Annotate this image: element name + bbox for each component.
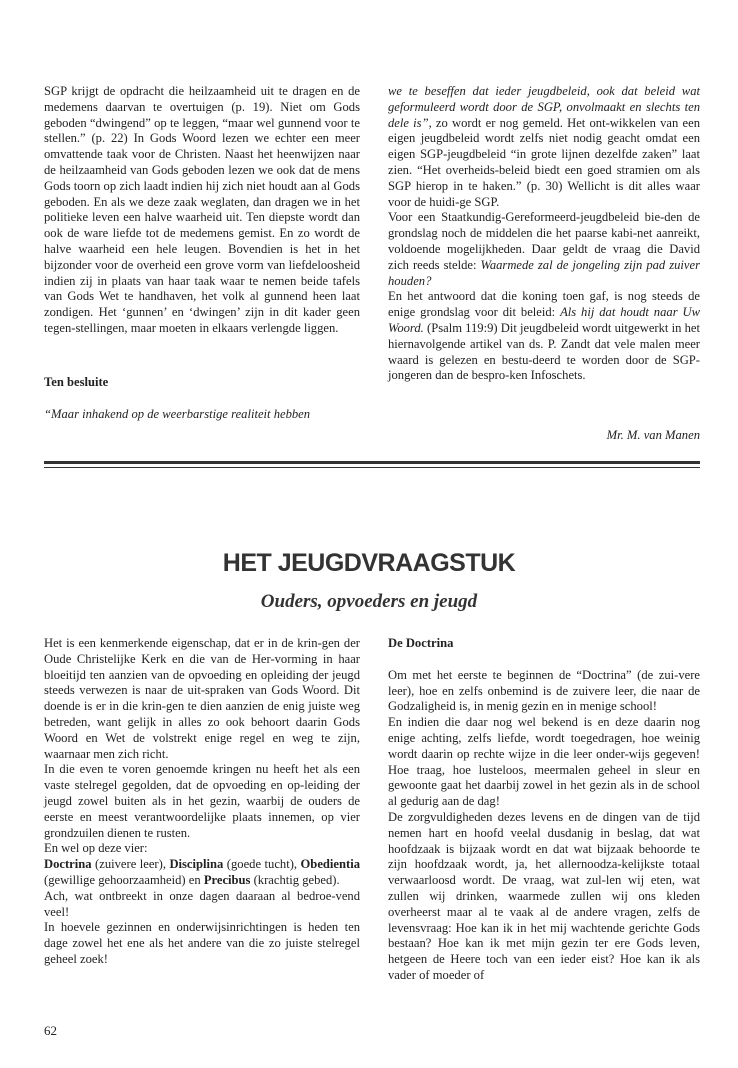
article-title: HET JEUGDVRAAGSTUK	[222, 549, 516, 577]
paragraph-text: En het antwoord dat die koning toen gaf, is nog steeds de enige grondslag voor dit beleid:	[388, 289, 700, 320]
pillar-term: Obedientia	[300, 857, 360, 872]
divider-rule	[44, 461, 700, 464]
paragraph-text: zo wordt er nog gemeld. Het ont-wikkelen van een eigen jeugdbeleid wordt zelfs niet nodig geacht omdat een eigen SGP-jeugdbeleid “in grote lijnen dezelfde zaken” laat zien. “Het overheids-beleid biedt een goed stramien om als SGP hierop in te haken.” (p. 30) Wellicht is dit alles waar voor de huidi-ge SGP.	[388, 115, 700, 209]
pillar-description: (krachtig gebed).	[250, 872, 340, 887]
article-right-column	[388, 636, 700, 984]
quote-continuation: we te beseffen dat ieder jeugdbeleid, ook dat beleid wat geformuleerd wordt door de SGP, onvolmaakt en slechts ten dele is”,	[388, 84, 700, 130]
body-paragraph: SGP krijgt de opdracht die heilzaamheid uit te dragen en de medemens daarvan te overtuigen (p. 19). Niet om Gods geboden “dwingend” op te leggen, “maar wel gunnend voor te stellen.” (p. 22) In Gods Woord lezen we echter een meer omvattende taak voor de Christen. Naast het heenwijzen naar de heilzaamheid van Gods geboden lezen we ook dat de mens Gods toorn op zich laadt indien hij zich niet houdt aan al Gods geboden. En als we deze zaak weglaten, dan dragen we in het politieke leven een halve waarheid uit. Ten diepste wordt dan ook de ware liefde tot de medemens gemist. En zo wordt de halve waarheid een hele leugen. Bovendien is het in het bijzonder voor de overheid een grove vorm van liefdeloosheid indien zij in plaats van haar taak waar te nemen beide tafels van Gods Wet te handhaven, het volk al gunnend heen laat zondigen. Het ‘gunnen’ en ‘dwingen’ zijn in dit kader geen tegen-stellingen, maar moeten in elkaars verlengde liggen.	[44, 84, 360, 335]
pillar-description: (zuivere leer),	[91, 857, 170, 872]
pillars-paragraph	[44, 857, 360, 889]
pillar-term: Disciplina	[169, 857, 224, 872]
section-heading: De Doctrina	[388, 636, 454, 650]
section-heading: Ten besluite	[44, 374, 109, 389]
body-paragraph: De zorgvuldigheden dezes levens en de dingen van de tijd nemen hart en hoofd veelal dusdanig in beslag, dat wat hoofdzaak is bijzaak wordt en dat wat bijzaak behoorde te zijn hoofdzaak wordt, ja, het allernoodza-kelijkste totaal verwaarloosd wordt. De vraag, wat zul-len wij eten, wat zullen wij drinken, waarmede zullen wij ons kleden overheerst maar al te vaak al de andere vragen, zelfs de levensvraag: Hoe kan ik in het mij wachtende gerichte Gods bestaan? Hoe kan ik met mijn gezin ter ere Gods leven, hetgeen de Heere toch van een ieder eist? Hoe kan ik als vader of moeder of	[388, 809, 700, 982]
body-paragraph: In hoevele gezinnen en onderwijsinrichtingen is heden ten dage zowel het ene als het andere van die zo juiste stelregel geheel zoek!	[44, 920, 360, 966]
paragraph-text: Voor een Staatkundig-Gereformeerd-jeugdbeleid bie-den de grondslag noch de middelen die het paarse kabi-net aanreikt, voldoende mogelijkheden. Daar geldt de vraag die David zich reeds stelde:	[388, 210, 700, 272]
divider-rule	[44, 467, 700, 468]
scripture-quote: Waarmede zal de jongeling zijn pad zuiver houden?	[388, 257, 701, 288]
body-paragraph: En wel op deze vier:	[44, 841, 148, 856]
article-subtitle: Ouders, opvoeders en jeugd	[260, 591, 478, 612]
scripture-quote: Als hij dat houdt naar Uw Woord.	[388, 305, 700, 335]
pillar-term: Precibus	[203, 872, 251, 887]
body-paragraph: In die even te voren genoemde kringen nu heeft het als een vaste stelregel gegolden, dat de opvoeding en op-leiding der jeugd zowel buiten als in het gezin, waarbij de ouders de eerste en meest verantwoordelijke plaats innemen, op vier grondzuilen dienen te rusten.	[44, 762, 360, 840]
author-signature: Mr. M. van Manen	[606, 428, 700, 442]
body-paragraph	[388, 210, 700, 289]
body-paragraph	[388, 84, 700, 210]
paragraph-text: (Psalm 119:9) Dit jeugdbeleid wordt uitgewerkt in het hiernavolgende artikel van ds. P. Zandt dat vele malen meer waard is gelezen en bestu-deerd te worden door de SGP-jongeren dan de bespro-ken Infoschets.	[388, 320, 700, 383]
body-paragraph: Om met het eerste te beginnen de “Doctrina” (de zui-vere leer), hoe en zelfs onbemind is de zuivere leer, die naar de Godzaligheid is, in menig gezin en in menige school!	[388, 667, 700, 714]
quote-start: “Maar inhakend op de weerbarstige realiteit hebben	[44, 406, 311, 421]
top-right-column	[388, 84, 700, 384]
pillar-term: Doctrina	[44, 857, 92, 872]
pillar-description: (gewillige gehoorzaamheid) en	[44, 872, 204, 887]
body-paragraph: Ach, wat ontbreekt in onze dagen daaraan al bedroe-vend veel!	[44, 888, 360, 919]
page-number: 62	[44, 1023, 57, 1038]
top-left-column	[44, 84, 360, 422]
pillar-description: (goede tucht),	[223, 857, 301, 872]
body-paragraph: En indien die daar nog wel bekend is en deze daarin nog enige achting, zelfs liefde, wordt toegedragen, hoe weinig wordt daarin op rechte wijze in die leer onder-wijs gegeven! Hoe traag, hoe lusteloos, meermalen geheel in sleur en gewoonte gaat het daarbij zowel in het gezin als in de school al gedurig aan de dag!	[388, 715, 700, 809]
body-paragraph	[388, 289, 700, 384]
body-paragraph: Het is een kenmerkende eigenschap, dat er in de krin-gen der Oude Christelijke Kerk en die van de Her-vorming in haar bloeitijd ten aanzien van de opvoeding en opleiding der jeugd steeds verwezen is naar de uit-spraken van Gods Woord. Dit doende is er in die krin-gen te dien aanzien de enig juiste weg betreden, want gelijk in alles zo ook behoort daarin Gods Woord en Wet de volstrekt enige regel en weg te zijn, waarnaar men zich richt.	[44, 636, 360, 761]
article-left-column	[44, 636, 360, 968]
